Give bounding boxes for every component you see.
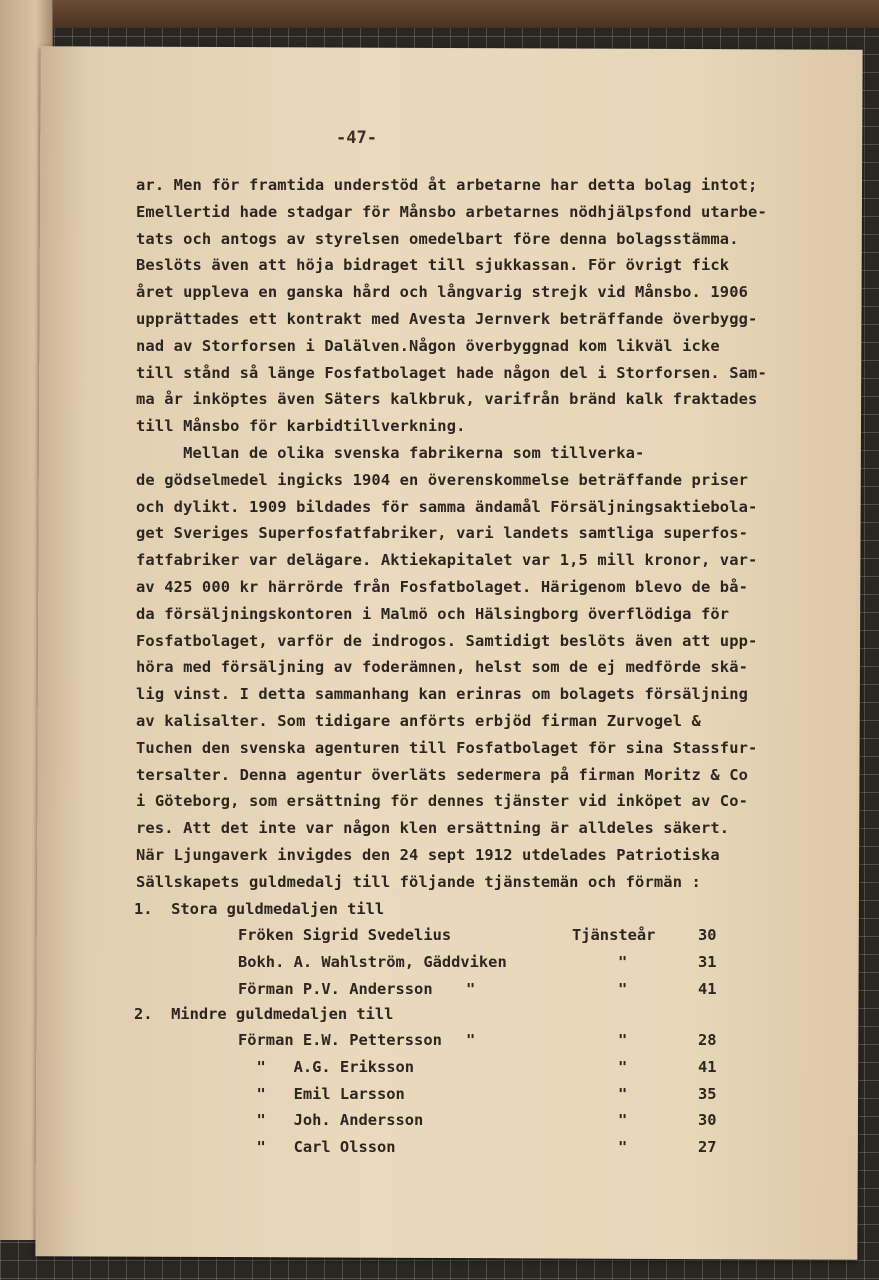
body-line: och dylikt. 1909 bildades för samma ändamål Försäljningsaktiebola- — [136, 497, 758, 516]
recipient-name: " Joh. Andersson — [238, 1111, 424, 1130]
body-line: till Månsbo för karbidtillverkning. — [136, 417, 466, 436]
title-column: Tjänsteår — [572, 926, 656, 944]
body-line: nad av Storforsen i Dalälven.Någon överbyggnad kom likväl icke — [136, 336, 720, 355]
recipient-name: Förman P.V. Andersson — [238, 979, 433, 998]
body-line: av kalisalter. Som tidigare anförts erbjöd firman Zurvogel & — [136, 711, 701, 730]
body-line: Beslöts även att höja bidraget till sjukkassan. För övrigt fick — [136, 256, 730, 275]
body-line: tersalter. Denna agentur överläts sedermera på firman Moritz & Co — [136, 765, 749, 784]
body-line: upprättades ett kontrakt med Avesta Jernverk beträffande överbygg- — [136, 309, 758, 328]
years-value: 27 — [698, 1138, 717, 1157]
ditto-mark: " — [466, 979, 476, 998]
body-line: tats och antogs av styrelsen omedelbart före denna bolagsstämma. — [136, 229, 739, 248]
years-value: 41 — [698, 979, 717, 998]
recipient-name: Förman E.W. Pettersson — [238, 1031, 442, 1049]
years-value: 35 — [698, 1084, 717, 1103]
title-column: " — [618, 952, 628, 971]
years-value: 28 — [698, 1031, 717, 1049]
body-line: Emellertid hade stadgar för Månsbo arbetarnes nödhjälpsfond utarbe- — [136, 202, 767, 221]
body-line: Tuchen den svenska agenturen till Fosfatbolaget för sina Stassfur- — [136, 738, 758, 757]
body-line: Sällskapets guldmedalj till följande tjänstemän och förmän : — [136, 872, 701, 891]
body-line: höra med försäljning av foderämnen, helst som de ej medförde skä- — [136, 658, 749, 677]
title-column: " — [618, 1138, 628, 1157]
body-line: ma år inköptes även Säters kalkbruk, varifrån bränd kalk fraktades — [136, 390, 758, 409]
years-value: 41 — [698, 1057, 717, 1076]
body-line: get Sveriges Superfosfatfabriker, vari landets samtliga superfos- — [136, 524, 749, 543]
recipient-name: Fröken Sigrid Svedelius — [238, 926, 452, 944]
book-cover-edge — [0, 0, 879, 28]
body-line: Mellan de olika svenska fabrikerna som tillverka- — [136, 443, 645, 462]
body-line: i Göteborg, som ersättning för dennes tjänster vid inköpet av Co- — [136, 792, 749, 811]
body-line: Fosfatbolaget, varför de indrogos. Samtidigt beslöts även att upp- — [136, 631, 758, 650]
recipient-name: Bokh. A. Wahlström, Gäddviken — [238, 952, 507, 971]
body-line: ar. Men för framtida understöd åt arbetarne har detta bolag intot; — [136, 176, 758, 194]
recipient-name: " A.G. Eriksson — [238, 1057, 415, 1076]
page-number: -47- — [336, 128, 377, 148]
body-line: da försäljningskontoren i Malmö och Hälsingborg överflödiga för — [136, 604, 730, 623]
body-line: året uppleva en ganska hård och långvarig strejk vid Månsbo. 1906 — [136, 283, 749, 302]
title-column: " — [618, 1057, 628, 1076]
years-value: 31 — [698, 952, 717, 971]
body-line: res. Att det inte var någon klen ersättning är alldeles säkert. — [136, 819, 730, 838]
medal-heading: 1. Stora guldmedaljen till — [134, 900, 385, 918]
body-line: fatfabriker var delägare. Aktiekapitalet var 1,5 mill kronor, var- — [136, 551, 758, 570]
body-line: När Ljungaverk invigdes den 24 sept 1912 utdelades Patriotiska — [136, 845, 720, 864]
title-column: " — [618, 979, 628, 998]
medal-heading: 2. Mindre guldmedaljen till — [134, 1005, 394, 1023]
ditto-mark: " — [466, 1031, 476, 1049]
recipient-name: " Carl Olsson — [238, 1138, 396, 1157]
body-text — [136, 172, 836, 896]
body-line: de gödselmedel ingicks 1904 en överenskommelse beträffande priser — [136, 470, 749, 489]
body-line: av 425 000 kr härrörde från Fosfatbolaget. Härigenom blevo de bå- — [136, 577, 749, 596]
title-column: " — [618, 1084, 628, 1103]
title-column: " — [618, 1111, 628, 1130]
body-line: till stånd så länge Fosfatbolaget hade någon del i Storforsen. Sam- — [136, 363, 767, 382]
years-value: 30 — [698, 926, 717, 944]
recipient-name: " Emil Larsson — [238, 1084, 405, 1103]
years-value: 30 — [698, 1111, 717, 1130]
title-column: " — [618, 1031, 628, 1049]
body-line: lig vinst. I detta sammanhang kan erinras om bolagets försäljning — [136, 685, 749, 704]
